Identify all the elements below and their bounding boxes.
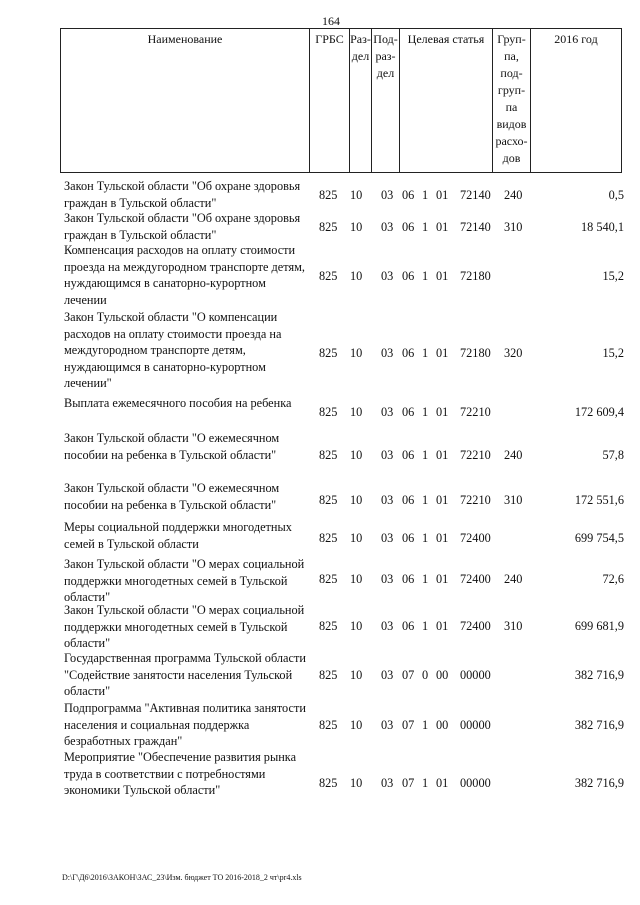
row-cs1: 06: [402, 493, 415, 507]
row-cs1: 07: [402, 668, 415, 682]
row-name: Выплата ежемесячного пособия на ребенка: [64, 396, 292, 410]
row-name: Подпрограмма "Активная политика занятости населения и социальная поддержка безработных граждан": [64, 701, 306, 749]
row-grbs: 825: [319, 405, 338, 419]
row-grbs: 825: [319, 572, 338, 586]
row-amount: 72,6: [602, 572, 624, 586]
row-amount: 0,5: [608, 188, 624, 202]
table-row: [64, 519, 624, 556]
row-grbs: 825: [319, 776, 338, 790]
row-pr: 03: [381, 346, 394, 360]
header-name: Наименование: [61, 29, 310, 172]
row-amount: 172 609,4: [574, 405, 624, 419]
row-rz: 10: [350, 269, 363, 283]
row-rz: 10: [350, 188, 363, 202]
row-pr: 03: [381, 405, 394, 419]
row-vr: 240: [504, 448, 523, 462]
row-cs4: 00000: [460, 718, 491, 732]
header-year: 2016 год: [554, 32, 598, 46]
row-amount: 172 551,6: [574, 493, 624, 507]
row-cs3: 01: [436, 269, 449, 283]
row-rz: 10: [350, 346, 363, 360]
row-pr: 03: [381, 668, 394, 682]
row-cs2: 1: [422, 448, 429, 462]
row-cs1: 06: [402, 572, 415, 586]
row-cs4: 72400: [460, 531, 491, 545]
table-row: [64, 749, 624, 817]
row-cs2: 0: [422, 668, 429, 682]
row-cs1: 06: [402, 269, 415, 283]
row-grbs: 825: [319, 493, 338, 507]
table-row: [64, 430, 624, 480]
row-name: Меры социальной поддержки многодетных семей в Тульской области: [64, 520, 292, 551]
table-row: [64, 480, 624, 519]
row-grbs: 825: [319, 346, 338, 360]
header-razdel: Раз- дел: [350, 29, 372, 172]
row-amount: 15,2: [602, 269, 624, 283]
row-name: Государственная программа Тульской области "Содействие занятости населения Тульской области": [64, 651, 306, 699]
row-grbs: 825: [319, 531, 338, 545]
row-cs1: 06: [402, 346, 415, 360]
row-amount: 57,8: [602, 448, 624, 462]
row-cs4: 72210: [460, 448, 491, 462]
row-amount: 15,2: [602, 346, 624, 360]
header-target: Целевая статья: [400, 29, 493, 172]
row-pr: 03: [381, 718, 394, 732]
row-cs4: 72400: [460, 572, 491, 586]
row-cs2: 1: [422, 405, 429, 419]
row-vr: 310: [504, 220, 523, 234]
row-vr: 240: [504, 572, 523, 586]
row-cs3: 00: [436, 718, 449, 732]
row-cs1: 06: [402, 188, 415, 202]
row-cs2: 1: [422, 776, 429, 790]
row-cs3: 01: [436, 188, 449, 202]
row-rz: 10: [350, 448, 363, 462]
row-cs3: 01: [436, 493, 449, 507]
table-row: [64, 309, 624, 396]
header-group: Груп- па, под- груп- па видов расхо- дов: [493, 29, 531, 172]
row-name: Закон Тульской области "О мерах социальной поддержки многодетных семей в Тульской области": [64, 603, 305, 651]
row-cs4: 72210: [460, 493, 491, 507]
row-name: Закон Тульской области "Об охране здоровья граждан в Тульской области": [64, 211, 301, 242]
row-amount: 382 716,9: [574, 668, 624, 682]
row-rz: 10: [350, 718, 363, 732]
row-cs4: 72210: [460, 405, 491, 419]
row-pr: 03: [381, 188, 394, 202]
row-cs3: 01: [436, 220, 449, 234]
row-name: Закон Тульской области "Об охране здоровья граждан в Тульской области": [64, 179, 301, 210]
row-cs1: 07: [402, 718, 415, 732]
row-cs3: 01: [436, 405, 449, 419]
table-header: [60, 28, 622, 173]
row-rz: 10: [350, 531, 363, 545]
header-grbs: ГРБС: [310, 29, 350, 172]
row-cs2: 1: [422, 346, 429, 360]
row-amount: 699 754,5: [574, 531, 624, 545]
row-grbs: 825: [319, 188, 338, 202]
row-pr: 03: [381, 493, 394, 507]
row-cs1: 06: [402, 220, 415, 234]
row-cs2: 1: [422, 220, 429, 234]
page-number: 164: [322, 14, 340, 28]
row-pr: 03: [381, 220, 394, 234]
table-row: [64, 178, 624, 211]
row-amount: 382 716,9: [574, 718, 624, 732]
row-cs4: 72180: [460, 346, 491, 360]
row-cs1: 06: [402, 619, 415, 633]
row-pr: 03: [381, 572, 394, 586]
row-cs4: 72180: [460, 269, 491, 283]
row-cs4: 00000: [460, 668, 491, 682]
file-path-footer: D:\Г\Д6\2016\ЗАКОН\ЗАС_23\Изм. бюджет ТО 2016-2018_2 чт\pr4.xls: [62, 873, 302, 882]
row-cs1: 06: [402, 531, 415, 545]
header-podrazdel: Под- раз- дел: [372, 29, 400, 172]
row-amount: 699 681,9: [574, 619, 624, 633]
row-rz: 10: [350, 776, 363, 790]
row-cs1: 06: [402, 405, 415, 419]
row-cs2: 1: [422, 269, 429, 283]
row-rz: 10: [350, 668, 363, 682]
row-cs2: 1: [422, 531, 429, 545]
row-vr: 310: [504, 619, 523, 633]
row-pr: 03: [381, 531, 394, 545]
row-rz: 10: [350, 572, 363, 586]
row-grbs: 825: [319, 668, 338, 682]
row-cs2: 1: [422, 572, 429, 586]
row-cs4: 72140: [460, 188, 491, 202]
row-cs2: 1: [422, 493, 429, 507]
row-grbs: 825: [319, 220, 338, 234]
row-cs3: 01: [436, 448, 449, 462]
row-grbs: 825: [319, 619, 338, 633]
row-cs3: 00: [436, 668, 449, 682]
row-pr: 03: [381, 269, 394, 283]
row-cs3: 01: [436, 776, 449, 790]
row-grbs: 825: [319, 448, 338, 462]
row-rz: 10: [350, 405, 363, 419]
row-grbs: 825: [319, 718, 338, 732]
row-name: Закон Тульской области "О ежемесячном пособии на ребенка в Тульской области": [64, 431, 280, 462]
row-vr: 310: [504, 493, 523, 507]
row-rz: 10: [350, 493, 363, 507]
row-cs1: 06: [402, 448, 415, 462]
row-name: Компенсация расходов на оплату стоимости проезда на междугородном транспорте детям, нуждающимся в санаторно-курортном лечении: [64, 243, 305, 307]
row-vr: 240: [504, 188, 523, 202]
row-pr: 03: [381, 448, 394, 462]
row-cs2: 1: [422, 188, 429, 202]
row-vr: 320: [504, 346, 523, 360]
row-cs3: 01: [436, 572, 449, 586]
row-cs3: 01: [436, 346, 449, 360]
row-cs2: 1: [422, 619, 429, 633]
table-row: [64, 700, 624, 749]
row-rz: 10: [350, 619, 363, 633]
table-row: [64, 556, 624, 605]
table-row: [64, 650, 624, 700]
table-row: [64, 602, 624, 650]
row-cs2: 1: [422, 718, 429, 732]
row-cs3: 01: [436, 531, 449, 545]
row-cs4: 72400: [460, 619, 491, 633]
row-cs4: 72140: [460, 220, 491, 234]
table-row: [64, 210, 624, 243]
table-row: [64, 395, 624, 429]
row-pr: 03: [381, 619, 394, 633]
row-grbs: 825: [319, 269, 338, 283]
row-cs4: 00000: [460, 776, 491, 790]
table-row: [64, 242, 624, 309]
row-cs3: 01: [436, 619, 449, 633]
row-pr: 03: [381, 776, 394, 790]
row-rz: 10: [350, 220, 363, 234]
row-name: Закон Тульской области "О компенсации расходов на оплату стоимости проезда на междугородном транспорте детям, нуждающимся в санаторно-курортном лечении": [64, 310, 282, 391]
row-name: Закон Тульской области "О мерах социальной поддержки многодетных семей в Тульской области": [64, 557, 305, 605]
row-cs1: 07: [402, 776, 415, 790]
row-name: Мероприятие "Обеспечение развития рынка труда в соответствии с потребностями экономики Тульской области": [64, 750, 297, 798]
row-amount: 382 716,9: [574, 776, 624, 790]
row-amount: 18 540,1: [580, 220, 624, 234]
row-name: Закон Тульской области "О ежемесячном пособии на ребенка в Тульской области": [64, 481, 280, 512]
